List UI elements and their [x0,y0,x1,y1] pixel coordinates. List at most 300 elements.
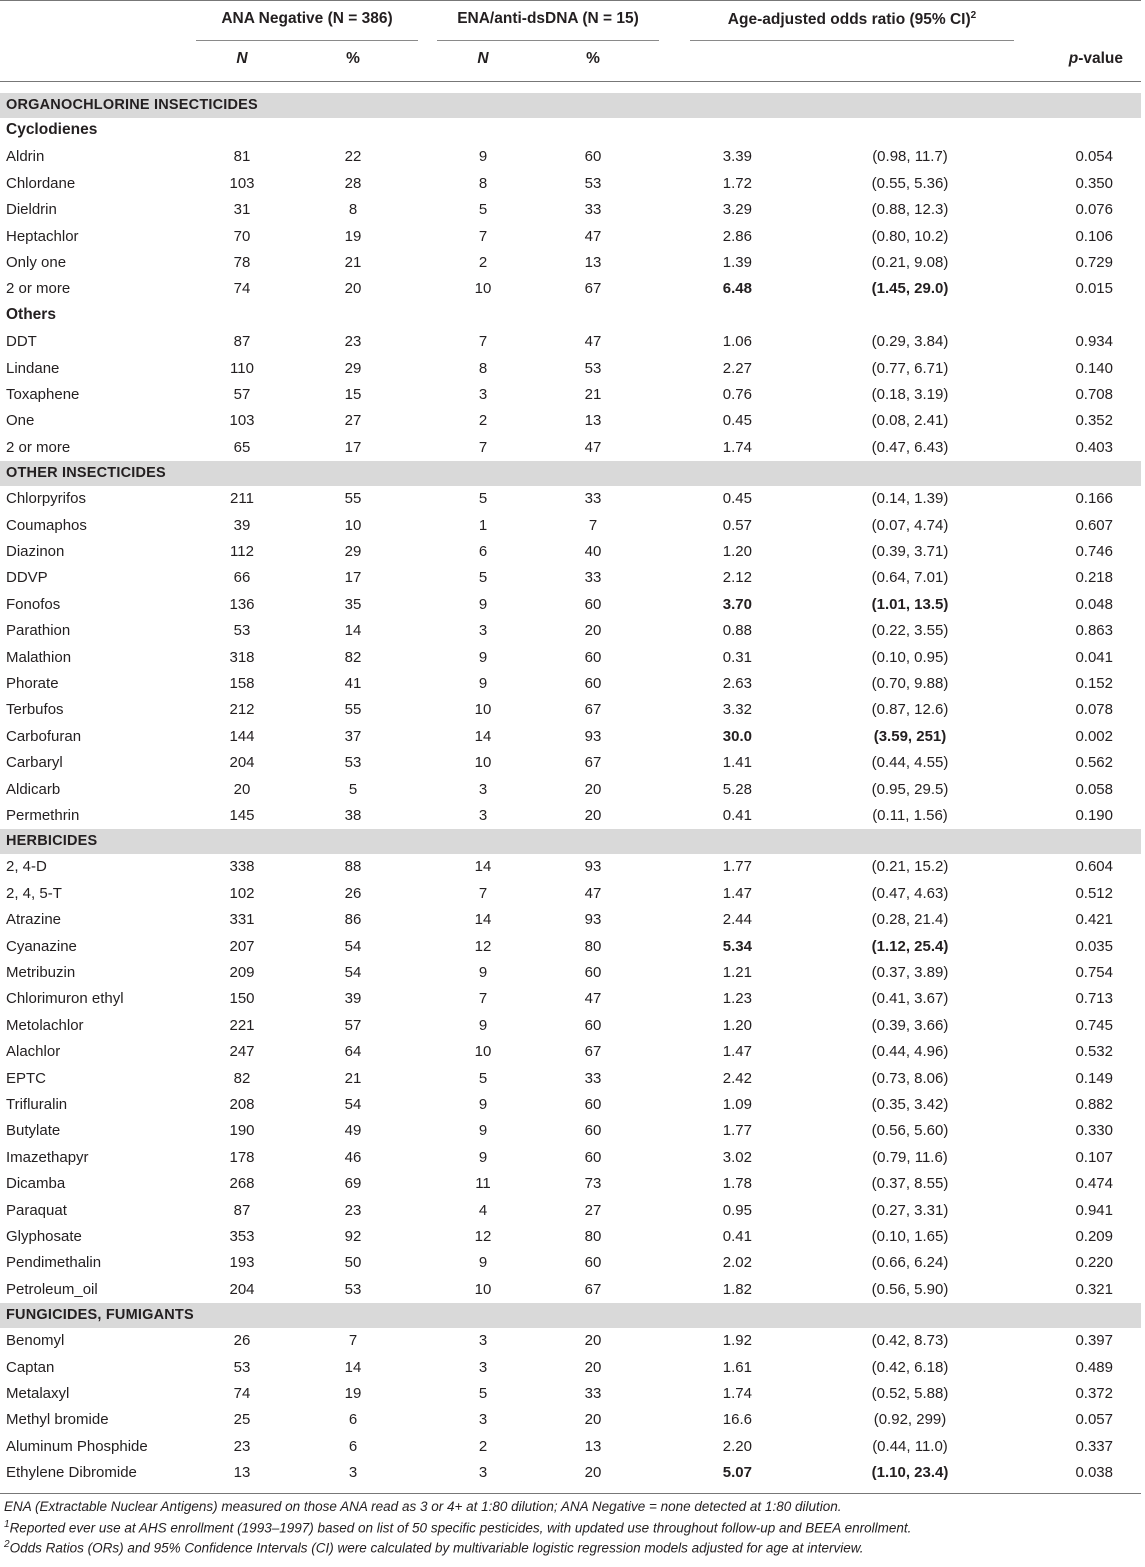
confidence-interval: (0.55, 5.36) [871,174,949,192]
ena-pct: 60 [584,1096,602,1113]
header-ena-dsdna: ENA/anti-dsDNA (N = 15) [457,10,639,27]
odds-ratio: 0.45 [722,490,752,508]
ena-count: 9 [478,1148,488,1166]
p-value: 0.152 [1075,675,1113,692]
ana-negative-pct: 17 [344,569,362,587]
ena-count: 9 [478,1096,488,1113]
header-underline [196,40,418,41]
ena-count: 1 [478,516,488,534]
ana-negative-pct: 57 [344,1016,362,1034]
table-row [0,1277,1141,1303]
odds-ratio: 2.63 [722,675,752,692]
confidence-interval: (0.56, 5.90) [871,1280,949,1298]
odds-ratio: 1.23 [722,990,752,1008]
odds-ratio: 0.45 [722,412,752,430]
ana-negative-pct: 19 [344,1385,362,1402]
odds-ratio: 6.48 [722,280,752,298]
table-row [0,408,1141,434]
pesticide-name: Benomyl [6,1332,65,1350]
p-value: 0.330 [1075,1122,1113,1140]
ena-pct: 67 [584,1280,602,1298]
header-underline [437,40,659,41]
p-value: 0.489 [1075,1358,1113,1376]
odds-ratio: 3.39 [722,148,752,166]
odds-ratio: 1.09 [722,1096,752,1113]
ana-negative-count: 193 [229,1254,255,1272]
ena-pct: 67 [584,754,602,772]
p-value: 0.078 [1075,701,1113,719]
table-row [0,144,1141,170]
ana-negative-count: 221 [229,1016,255,1034]
odds-ratio: 1.41 [722,754,752,772]
pesticide-name: Fonofos [6,595,61,613]
table-row [0,1224,1141,1250]
section-header [0,461,1141,486]
p-value: 0.941 [1075,1201,1113,1219]
ena-pct: 47 [584,333,602,351]
confidence-interval: (3.59, 251) [873,727,947,745]
table-row [0,697,1141,723]
confidence-interval: (0.44, 4.96) [871,1043,949,1061]
ana-negative-pct: 53 [344,1280,362,1298]
ena-pct: 93 [584,911,602,929]
ena-pct: 40 [584,543,602,560]
confidence-interval: (0.10, 1.65) [871,1228,949,1245]
ena-count: 3 [478,1332,488,1350]
table-row [0,803,1141,829]
p-value: 0.107 [1075,1148,1113,1166]
ana-negative-pct: 23 [344,333,362,351]
ana-negative-pct: 21 [344,1069,362,1087]
table-row [0,1328,1141,1354]
ana-negative-pct: 3 [348,1464,358,1482]
confidence-interval: (0.39, 3.66) [871,1016,949,1034]
p-value: 0.372 [1075,1385,1113,1402]
confidence-interval: (0.47, 4.63) [871,884,949,902]
ana-negative-pct: 7 [348,1332,358,1350]
ana-negative-count: 87 [233,1201,251,1219]
ena-count: 3 [478,386,488,403]
odds-ratio: 2.86 [722,227,752,245]
p-value: 0.166 [1075,490,1113,508]
p-value: 0.562 [1075,754,1113,772]
ena-pct: 67 [584,280,602,298]
pesticide-name: Alachlor [6,1043,61,1061]
table-row [0,1198,1141,1224]
ena-pct: 20 [584,1464,602,1482]
ana-negative-count: 158 [229,675,255,692]
ana-negative-count: 26 [233,1332,251,1350]
pesticide-name: Malathion [6,648,72,666]
table-row [0,671,1141,697]
table-row [0,1145,1141,1171]
ena-pct: 60 [584,595,602,613]
section-title: ORGANOCHLORINE INSECTICIDES [6,97,258,113]
odds-ratio: 5.34 [722,937,752,955]
ena-count: 3 [478,1464,488,1482]
ana-negative-pct: 14 [344,622,362,640]
table-row [0,1171,1141,1197]
ana-negative-pct: 29 [344,543,362,560]
table-row [0,1013,1141,1039]
ana-negative-count: 208 [229,1096,255,1113]
odds-ratio: 1.77 [722,1122,752,1140]
ena-count: 9 [478,675,488,692]
p-value: 0.057 [1075,1411,1113,1429]
pesticide-name: Aluminum Phosphide [6,1437,148,1455]
ena-count: 9 [478,964,488,981]
ana-negative-count: 39 [233,516,251,534]
pesticide-name: Atrazine [6,911,62,929]
confidence-interval: (0.21, 9.08) [871,254,949,271]
ena-count: 3 [478,1358,488,1376]
ena-pct: 20 [584,1358,602,1376]
confidence-interval: (0.77, 6.71) [871,359,949,377]
confidence-interval: (0.28, 21.4) [871,911,949,929]
pesticide-name: Imazethapyr [6,1148,89,1166]
ana-negative-count: 103 [229,412,255,430]
ena-count: 5 [478,1069,488,1087]
ena-count: 9 [478,648,488,666]
ana-negative-count: 136 [229,595,255,613]
ena-count: 9 [478,148,488,166]
header-ana-negative: ANA Negative (N = 386) [221,10,393,27]
confidence-interval: (0.41, 3.67) [871,990,949,1008]
ana-negative-count: 353 [229,1228,255,1245]
table-row [0,197,1141,223]
pesticide-name: 2 or more [6,280,71,298]
confidence-interval: (0.37, 3.89) [871,964,949,981]
confidence-interval: (0.22, 3.55) [871,622,949,640]
odds-ratio: 2.44 [722,911,752,929]
ana-negative-pct: 20 [344,280,362,298]
ena-pct: 27 [584,1201,602,1219]
table-row [0,276,1141,302]
confidence-interval: (0.37, 8.55) [871,1175,949,1193]
pesticide-name: EPTC [6,1069,47,1087]
bottom-rule [0,1493,1141,1494]
ena-count: 7 [478,884,488,902]
odds-ratio: 1.74 [722,1385,752,1402]
header-underline [690,40,1014,41]
odds-ratio: 1.21 [722,964,752,981]
pesticide-name: Aldicarb [6,780,61,798]
pesticide-name: Cyanazine [6,937,77,955]
ana-negative-pct: 55 [344,490,362,508]
confidence-interval: (0.98, 11.7) [872,148,948,166]
p-value: 0.934 [1075,333,1113,351]
table-row [0,724,1141,750]
p-value: 0.190 [1075,807,1113,824]
confidence-interval: (0.64, 7.01) [871,569,949,587]
ana-negative-count: 204 [229,1280,255,1298]
p-value: 0.035 [1075,937,1113,955]
ana-negative-pct: 46 [344,1148,362,1166]
p-value: 0.882 [1075,1096,1113,1113]
p-value: 0.512 [1075,884,1113,902]
section-title: OTHER INSECTICIDES [6,465,166,482]
ena-count: 9 [478,1122,488,1140]
p-value: 0.076 [1075,201,1113,219]
ana-negative-pct: 41 [344,675,362,692]
ena-count: 9 [478,1016,488,1034]
confidence-interval: (0.47, 6.43) [871,438,949,456]
table-row [0,382,1141,408]
p-value: 0.350 [1075,174,1113,192]
table-row [0,881,1141,907]
ana-negative-count: 25 [233,1411,251,1429]
subgroup-title: Others [6,305,56,323]
ena-pct: 93 [584,727,602,745]
ana-negative-count: 211 [230,490,254,508]
ana-negative-pct: 39 [344,990,362,1008]
ena-pct: 80 [584,937,602,955]
confidence-interval: (0.11, 1.56) [872,807,948,824]
pesticide-name: Chlorimuron ethyl [6,990,124,1008]
pesticide-name: Captan [6,1358,55,1376]
pesticide-name: Ethylene Dibromide [6,1464,137,1482]
ana-negative-count: 150 [229,990,255,1008]
ana-negative-count: 20 [233,780,251,798]
ana-negative-pct: 5 [348,780,358,798]
ena-pct: 20 [584,807,602,824]
odds-ratio: 30.0 [722,727,752,745]
ana-negative-count: 190 [229,1122,255,1140]
p-value: 0.729 [1075,254,1113,271]
p-value: 0.209 [1075,1228,1113,1245]
p-value: 0.220 [1075,1254,1113,1272]
ana-negative-pct: 92 [344,1228,362,1245]
confidence-interval: (1.10, 23.4) [871,1464,949,1482]
ena-pct: 60 [584,1148,602,1166]
pesticide-name: Carbofuran [6,727,82,745]
pesticide-name: Carbaryl [6,754,63,772]
ena-count: 14 [474,858,492,876]
p-value: 0.041 [1075,648,1113,666]
ena-count: 5 [478,569,488,587]
odds-ratio: 0.41 [722,807,752,824]
p-value: 0.106 [1075,227,1113,245]
ena-count: 14 [474,727,492,745]
odds-ratio: 3.70 [722,595,752,613]
ena-count: 10 [474,280,492,298]
p-value: 0.218 [1075,569,1113,587]
odds-ratio: 1.39 [722,254,752,271]
p-value: 0.352 [1075,412,1113,430]
pesticide-name: 2, 4, 5-T [6,884,62,902]
odds-ratio: 0.41 [722,1228,752,1245]
ana-negative-count: 74 [233,280,251,298]
confidence-interval: (0.52, 5.88) [871,1385,949,1402]
table-row [0,645,1141,671]
ena-pct: 13 [584,254,602,271]
ena-pct: 47 [584,990,602,1008]
footnote-2: $^2$Odds Ratios (ORs) and 95% Confidence Intervals (CI) were calculated by multivariable logistic regression models adjusted for age at interview. [4,1539,864,1556]
header-rule [0,81,1141,82]
ena-count: 3 [478,622,488,640]
p-value: 0.474 [1075,1175,1113,1193]
ana-negative-pct: 64 [344,1043,362,1061]
odds-ratio: 0.76 [722,386,752,403]
ena-pct: 7 [588,516,598,534]
ena-count: 2 [478,412,488,430]
ana-negative-count: 102 [229,884,255,902]
table-row [0,329,1141,355]
section-header [0,1303,1141,1328]
ana-negative-pct: 26 [344,884,362,902]
pesticide-name: Diazinon [6,543,65,560]
ana-negative-count: 74 [233,1385,251,1402]
ana-negative-pct: 82 [344,648,362,666]
pesticide-name: Phorate [6,675,59,692]
p-value: 0.604 [1075,858,1113,876]
table-row [0,1092,1141,1118]
confidence-interval: (0.79, 11.6) [872,1148,948,1166]
table-row [0,1250,1141,1276]
ena-count: 2 [478,1437,488,1455]
subheader-n: N [477,50,489,67]
table-row [0,513,1141,539]
p-value: 0.048 [1075,595,1113,613]
subheader-n: N [236,50,248,67]
ana-negative-count: 78 [233,254,251,271]
p-value: 0.002 [1075,727,1113,745]
ena-count: 3 [478,1411,488,1429]
ena-pct: 93 [584,858,602,876]
odds-ratio: 2.12 [722,569,752,587]
table-row [0,1407,1141,1433]
top-rule [0,0,1141,1]
table-row [0,1039,1141,1065]
ena-pct: 47 [584,884,602,902]
section-title: HERBICIDES [6,833,98,850]
table-row [0,1381,1141,1407]
ena-count: 7 [478,227,488,245]
ana-negative-pct: 21 [344,254,362,271]
table-row [0,250,1141,276]
ena-count: 11 [475,1175,491,1193]
ena-count: 8 [478,359,488,377]
pesticide-name: Metribuzin [6,964,76,981]
table-row [0,171,1141,197]
confidence-interval: (0.87, 12.6) [871,701,949,719]
table-row [0,1066,1141,1092]
confidence-interval: (0.39, 3.71) [871,543,949,560]
ena-count: 5 [478,1385,488,1402]
pesticide-name: Chlorpyrifos [6,490,87,508]
ena-pct: 13 [584,412,602,430]
table-row [0,1118,1141,1144]
odds-ratio: 16.6 [722,1411,752,1429]
ana-negative-count: 82 [233,1069,251,1087]
odds-ratio: 0.88 [722,622,752,640]
ana-negative-pct: 53 [344,754,362,772]
ena-count: 10 [474,1043,492,1061]
confidence-interval: (0.44, 4.55) [871,754,949,772]
ena-pct: 13 [584,1437,602,1455]
odds-ratio: 5.28 [722,780,752,798]
p-value: 0.708 [1075,386,1113,403]
ana-negative-pct: 69 [344,1175,362,1193]
odds-ratio: 1.06 [722,333,752,351]
odds-ratio: 1.77 [722,858,752,876]
pesticide-name: Dicamba [6,1175,66,1193]
table-row [0,934,1141,960]
confidence-interval: (0.44, 11.0) [872,1437,948,1455]
odds-ratio: 2.02 [722,1254,752,1272]
pesticide-name: DDT [6,333,37,351]
subheader-pvalue: p-value [1068,50,1123,67]
p-value: 0.754 [1075,964,1113,981]
ana-negative-count: 53 [233,1358,251,1376]
odds-ratio: 1.20 [722,1016,752,1034]
pesticide-name: Pendimethalin [6,1254,102,1272]
confidence-interval: (0.92, 299) [873,1411,947,1429]
pesticide-name: Metalaxyl [6,1385,70,1402]
ena-pct: 20 [584,1332,602,1350]
confidence-interval: (0.18, 3.19) [871,386,949,403]
table-row [0,986,1141,1012]
odds-ratio: 1.61 [722,1358,752,1376]
pesticide-name: Parathion [6,622,71,640]
ena-count: 2 [478,254,488,271]
p-value: 0.863 [1075,622,1113,640]
ana-negative-count: 23 [233,1437,251,1455]
ana-negative-pct: 86 [344,911,362,929]
confidence-interval: (0.88, 12.3) [871,201,949,219]
confidence-interval: (0.08, 2.41) [871,412,949,430]
ena-pct: 60 [584,148,602,166]
confidence-interval: (0.21, 15.2) [871,858,949,876]
odds-ratio: 3.02 [722,1148,752,1166]
ana-negative-count: 103 [229,174,255,192]
p-value: 0.713 [1075,990,1113,1008]
ana-negative-count: 209 [229,964,255,981]
ena-pct: 53 [584,359,602,377]
ena-pct: 60 [584,675,602,692]
p-value: 0.015 [1075,280,1113,298]
ena-pct: 67 [584,1043,602,1061]
ana-negative-pct: 10 [344,516,362,534]
odds-ratio: 1.78 [722,1175,752,1193]
odds-ratio: 1.20 [722,543,752,560]
pesticide-name: One [6,412,35,430]
ena-pct: 33 [584,201,602,219]
ena-count: 10 [474,701,492,719]
confidence-interval: (1.01, 13.5) [871,595,949,613]
p-value: 0.054 [1075,148,1113,166]
ena-pct: 47 [584,227,602,245]
ana-negative-pct: 54 [344,964,362,981]
ena-count: 12 [474,937,492,955]
ana-negative-count: 112 [230,543,254,560]
ana-negative-count: 110 [230,359,254,377]
subheader-pct: % [586,50,600,67]
ana-negative-count: 81 [233,148,251,166]
ena-pct: 73 [584,1175,602,1193]
ena-count: 9 [478,1254,488,1272]
ana-negative-pct: 23 [344,1201,362,1219]
odds-ratio: 1.47 [722,1043,752,1061]
ana-negative-count: 144 [229,727,255,745]
confidence-interval: (1.45, 29.0) [871,280,949,298]
odds-ratio: 1.47 [722,884,752,902]
odds-ratio: 0.95 [722,1201,752,1219]
ana-negative-pct: 38 [344,807,362,824]
table-row [0,907,1141,933]
table-row [0,960,1141,986]
ena-count: 7 [478,438,488,456]
